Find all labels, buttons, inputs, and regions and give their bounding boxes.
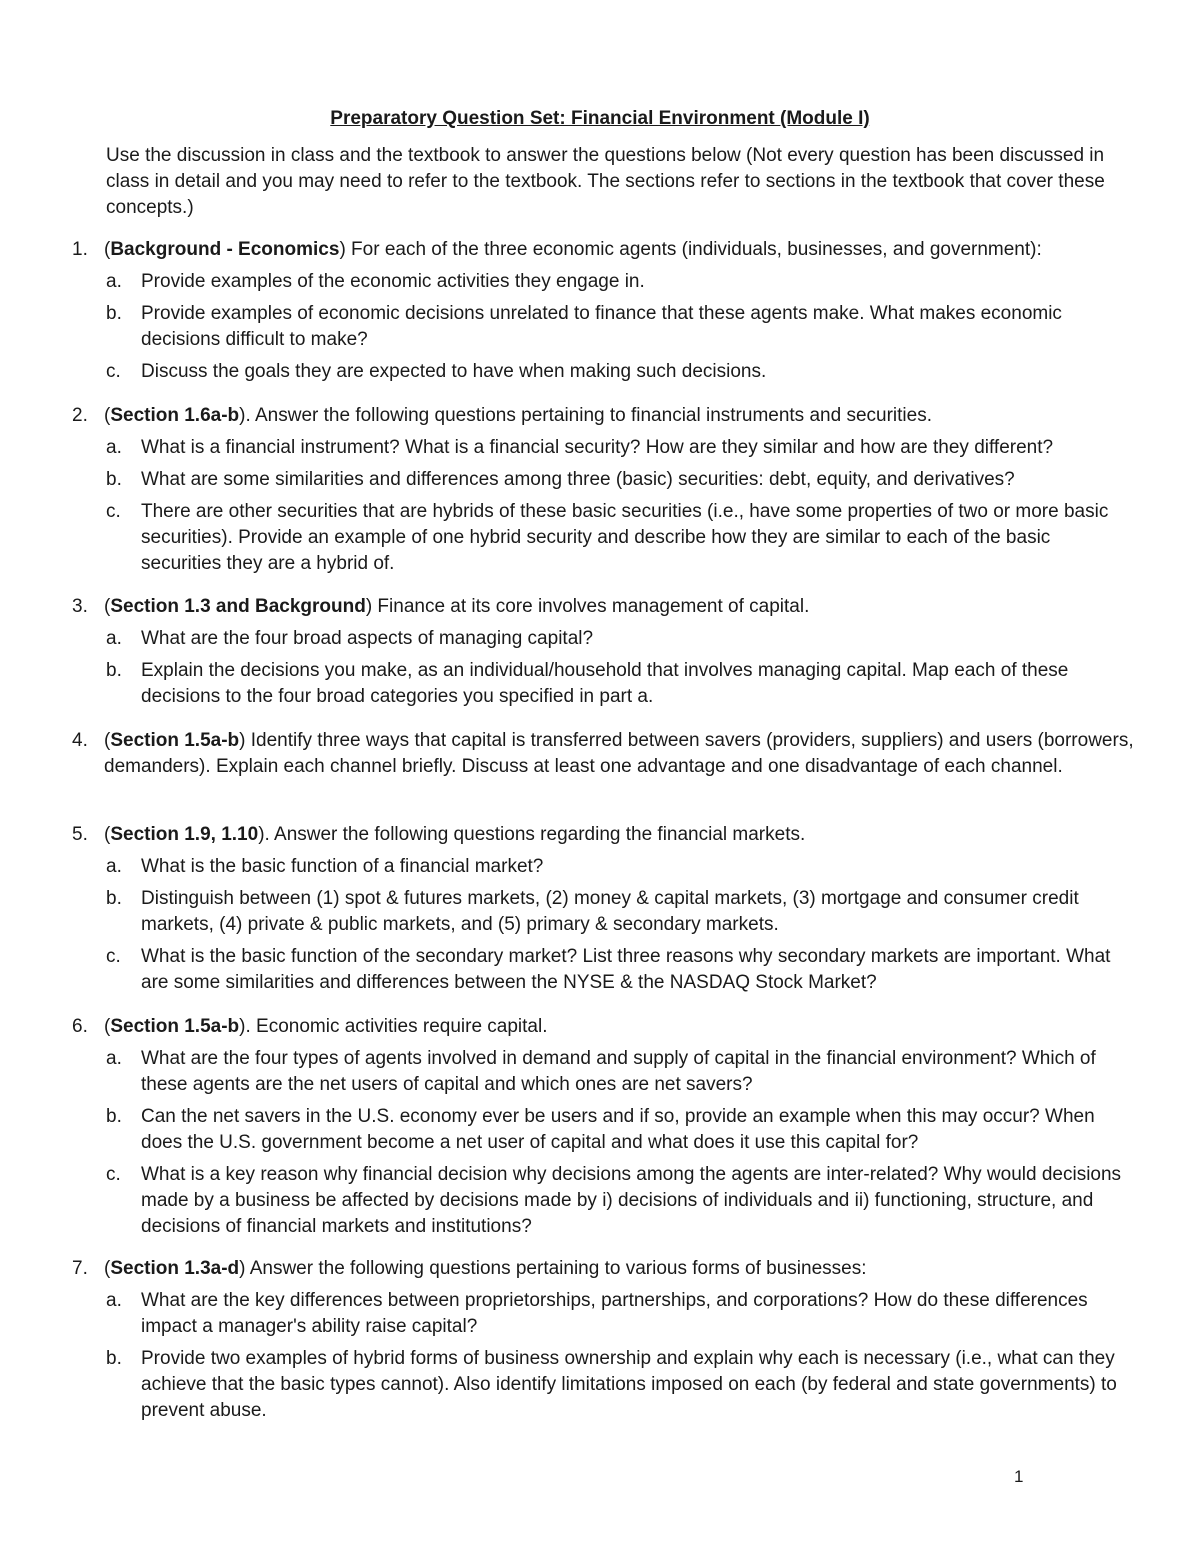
sub-question [0, 301, 1200, 353]
sub-label: b. [106, 660, 122, 681]
sub-label: b. [106, 303, 122, 324]
sub-text: Discuss the goals they are expected to have when making such decisions. [141, 361, 767, 382]
page-title: Preparatory Question Set: Financial Environment (Module I) [330, 108, 870, 129]
sub-text: What are the four types of agents involved in demand and supply of capital in the financial environment? Which of these agents are the net users of capital and which ones are net savers? [141, 1048, 1096, 1095]
sub-text: Explain the decisions you make, as an individual/household that involves managing capital. Map each of these decisions to the four broad categories you specified in part a. [141, 660, 1069, 707]
question-open-paren: ( [104, 1016, 111, 1037]
sub-label: c. [106, 1164, 121, 1185]
question-5 [0, 822, 1200, 996]
question-section: Section 1.9, 1.10 [110, 824, 259, 845]
sub-text: What is a financial instrument? What is a financial security? How are they similar and how are they different? [141, 437, 1054, 458]
question-text: ) Finance at its core involves management of capital. [365, 596, 810, 617]
question-number: 6. [72, 1016, 88, 1037]
question-number: 3. [72, 596, 88, 617]
question-open-paren: ( [104, 405, 111, 426]
sub-text: There are other securities that are hybrids of these basic securities (i.e., have some properties of two or more basic securities). Provide an example of one hybrid security and describe how they are similar to each of the basic securities they are a hybrid of. [141, 501, 1109, 574]
sub-question [0, 1162, 1200, 1240]
sub-question [0, 1046, 1200, 1098]
sub-question [0, 359, 1200, 385]
sub-text: What is a key reason why financial decision why decisions among the agents are inter-related? Why would decisions made by a business be affected by decisions made by i) decisions of individuals and ii) functioning, structure, and decisions of financial markets and institutions? [141, 1164, 1122, 1237]
question-3 [0, 594, 1200, 710]
question-6 [0, 1014, 1200, 1240]
sub-question [0, 1346, 1200, 1424]
sub-question [0, 854, 1200, 880]
question-number: 5. [72, 824, 88, 845]
question-section: Background - Economics [110, 239, 340, 260]
sub-question [0, 944, 1200, 996]
question-1 [0, 237, 1200, 385]
question-section: Section 1.3a-d [110, 1258, 240, 1279]
sub-label: c. [106, 361, 121, 382]
sub-question [0, 658, 1200, 710]
intro-paragraph: Use the discussion in class and the textbook to answer the questions below (Not every question has been discussed in class in detail and you may need to refer to the textbook. The sections refer to sections in the textbook that cover these concepts.) [106, 145, 1105, 218]
question-text: ) Identify three ways that capital is transferred between savers (providers, suppliers) and users (borrowers, demanders). Explain each channel briefly. Discuss at least one advantage and one disadvantage of each channel. [104, 730, 1134, 777]
sub-label: b. [106, 469, 122, 490]
question-open-paren: ( [104, 1258, 111, 1279]
sub-question [0, 886, 1200, 938]
sub-text: What are some similarities and differences among three (basic) securities: debt, equity, and derivatives? [141, 469, 1015, 490]
page-number: 1 [1014, 1467, 1024, 1486]
question-open-paren: ( [104, 730, 111, 751]
question-open-paren: ( [104, 239, 111, 260]
sub-text: Provide two examples of hybrid forms of business ownership and explain why each is necessary (i.e., what can they achieve that the basic types cannot). Also identify limitations imposed on each (by federal and state governments) to prevent abuse. [141, 1348, 1117, 1421]
sub-label: c. [106, 501, 121, 522]
sub-label: b. [106, 888, 122, 909]
question-text: ). Answer the following questions regarding the financial markets. [258, 824, 806, 845]
sub-label: a. [106, 1048, 122, 1069]
question-text: ) Answer the following questions pertaining to various forms of businesses: [239, 1258, 867, 1279]
question-2 [0, 403, 1200, 577]
question-open-paren: ( [104, 824, 111, 845]
sub-text: What are the four broad aspects of managing capital? [141, 628, 594, 649]
question-number: 4. [72, 730, 88, 751]
question-text: ). Economic activities require capital. [239, 1016, 548, 1037]
sub-label: a. [106, 271, 122, 292]
sub-label: b. [106, 1106, 122, 1127]
question-4 [0, 728, 1200, 780]
sub-question [0, 1288, 1200, 1340]
sub-text: What is the basic function of a financial market? [141, 856, 544, 877]
sub-text: What is the basic function of the secondary market? List three reasons why secondary markets are important. What are some similarities and differences between the NYSE & the NASDAQ Stock Market? [141, 946, 1111, 993]
question-number: 7. [72, 1258, 88, 1279]
sub-label: c. [106, 946, 121, 967]
question-number: 1. [72, 239, 88, 260]
question-7 [0, 1256, 1200, 1424]
sub-label: b. [106, 1348, 122, 1369]
sub-question [0, 1104, 1200, 1156]
sub-text: Provide examples of economic decisions unrelated to finance that these agents make. What makes economic decisions difficult to make? [141, 303, 1062, 350]
sub-label: a. [106, 628, 122, 649]
question-text: ). Answer the following questions pertaining to financial instruments and securities. [239, 405, 932, 426]
sub-text: Provide examples of the economic activities they engage in. [141, 271, 645, 292]
sub-text: Can the net savers in the U.S. economy ever be users and if so, provide an example when this may occur? When does the U.S. government become a net user of capital and what does it use this capital for? [141, 1106, 1095, 1153]
sub-text: Distinguish between (1) spot & futures markets, (2) money & capital markets, (3) mortgage and consumer credit markets, (4) private & public markets, and (5) primary & secondary markets. [141, 888, 1079, 935]
question-number: 2. [72, 405, 88, 426]
question-section: Section 1.6a-b [110, 405, 240, 426]
sub-question [0, 626, 1200, 652]
question-section: Section 1.3 and Background [110, 596, 366, 617]
question-section: Section 1.5a-b [110, 730, 240, 751]
sub-question [0, 269, 1200, 295]
question-text: ) For each of the three economic agents (individuals, businesses, and government): [339, 239, 1042, 260]
sub-label: a. [106, 437, 122, 458]
sub-question [0, 499, 1200, 577]
sub-text: What are the key differences between proprietorships, partnerships, and corporations? How do these differences impact a manager's ability raise capital? [141, 1290, 1088, 1337]
question-section: Section 1.5a-b [110, 1016, 240, 1037]
sub-question [0, 435, 1200, 461]
sub-question [0, 467, 1200, 493]
sub-label: a. [106, 1290, 122, 1311]
sub-label: a. [106, 856, 122, 877]
question-open-paren: ( [104, 596, 111, 617]
